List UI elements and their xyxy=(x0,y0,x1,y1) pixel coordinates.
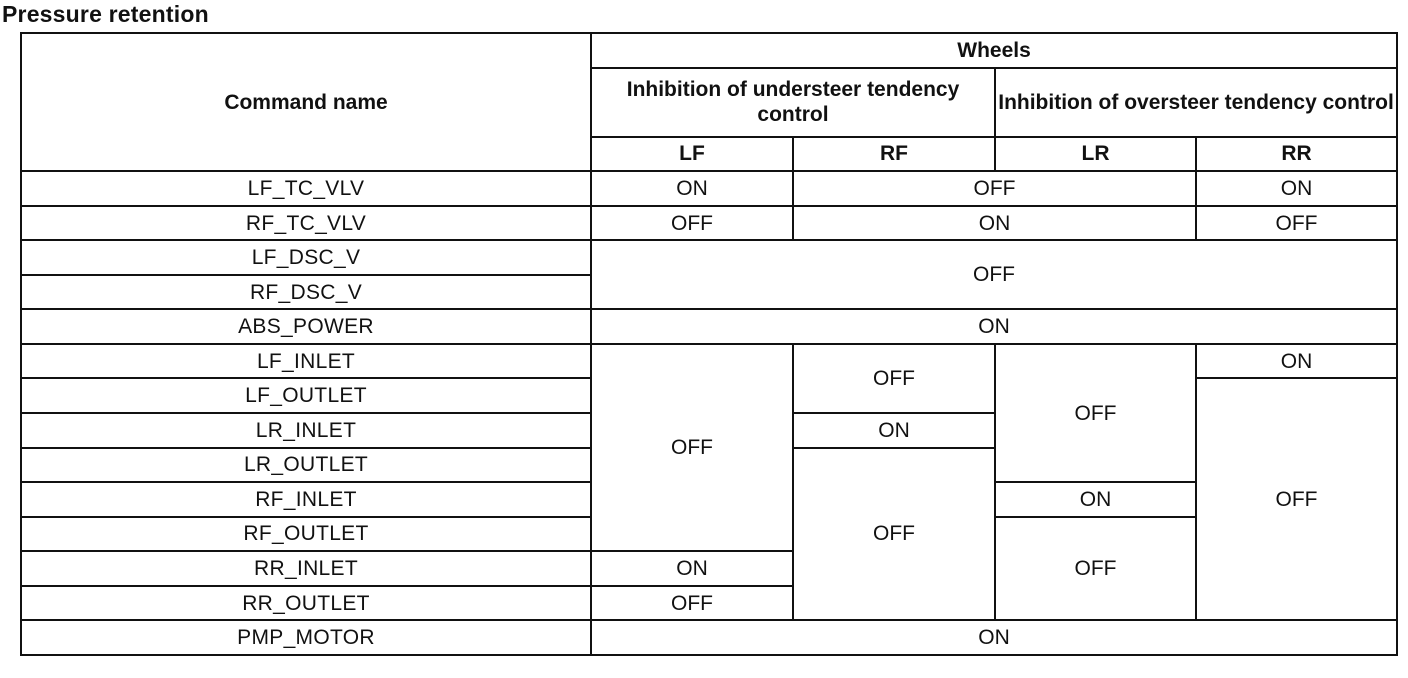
value-cell: OFF xyxy=(1196,206,1397,241)
command-name-cell: LR_OUTLET xyxy=(21,448,591,483)
pressure-retention-table xyxy=(20,32,1398,656)
value-cell: OFF xyxy=(591,586,793,621)
value-cell: OFF xyxy=(793,344,995,413)
command-name-cell: LF_TC_VLV xyxy=(21,171,591,206)
command-name-cell: RF_DSC_V xyxy=(21,275,591,310)
command-name-cell: ABS_POWER xyxy=(21,309,591,344)
value-cell: ON xyxy=(793,206,1196,241)
header-oversteer-group: Inhibition of oversteer tendency control xyxy=(995,68,1397,137)
command-name-cell: LR_INLET xyxy=(21,413,591,448)
value-cell: OFF xyxy=(591,206,793,241)
command-name-cell: RR_OUTLET xyxy=(21,586,591,621)
value-cell: OFF xyxy=(793,448,995,621)
table-row xyxy=(21,206,1397,241)
table-row xyxy=(21,309,1397,344)
header-rf: RF xyxy=(793,137,995,172)
page-title: Pressure retention xyxy=(2,1,209,27)
value-cell: ON xyxy=(793,413,995,448)
header-rr: RR xyxy=(1196,137,1397,172)
value-cell: OFF xyxy=(1196,378,1397,620)
value-cell: ON xyxy=(591,551,793,586)
command-name-cell: RR_INLET xyxy=(21,551,591,586)
header-understeer-group: Inhibition of understeer tendency control xyxy=(591,68,995,137)
command-name-cell: PMP_MOTOR xyxy=(21,620,591,655)
value-cell: ON xyxy=(995,482,1196,517)
value-cell: ON xyxy=(591,171,793,206)
header-lr: LR xyxy=(995,137,1196,172)
value-cell: OFF xyxy=(591,240,1397,309)
table-row xyxy=(21,344,1397,379)
command-name-cell: LF_OUTLET xyxy=(21,378,591,413)
table-row xyxy=(21,620,1397,655)
value-cell: ON xyxy=(1196,171,1397,206)
command-name-cell: RF_TC_VLV xyxy=(21,206,591,241)
value-cell: ON xyxy=(1196,344,1397,379)
table-row xyxy=(21,171,1397,206)
value-cell: ON xyxy=(591,620,1397,655)
value-cell: OFF xyxy=(793,171,1196,206)
value-cell: OFF xyxy=(995,344,1196,482)
header-lf: LF xyxy=(591,137,793,172)
command-name-cell: RF_OUTLET xyxy=(21,517,591,552)
command-name-cell: LF_INLET xyxy=(21,344,591,379)
value-cell: ON xyxy=(591,309,1397,344)
header-wheels: Wheels xyxy=(591,33,1397,68)
command-name-cell: RF_INLET xyxy=(21,482,591,517)
value-cell: OFF xyxy=(995,517,1196,621)
value-cell: OFF xyxy=(591,344,793,551)
table-row xyxy=(21,240,1397,275)
command-name-cell: LF_DSC_V xyxy=(21,240,591,275)
header-command-name: Command name xyxy=(21,33,591,171)
